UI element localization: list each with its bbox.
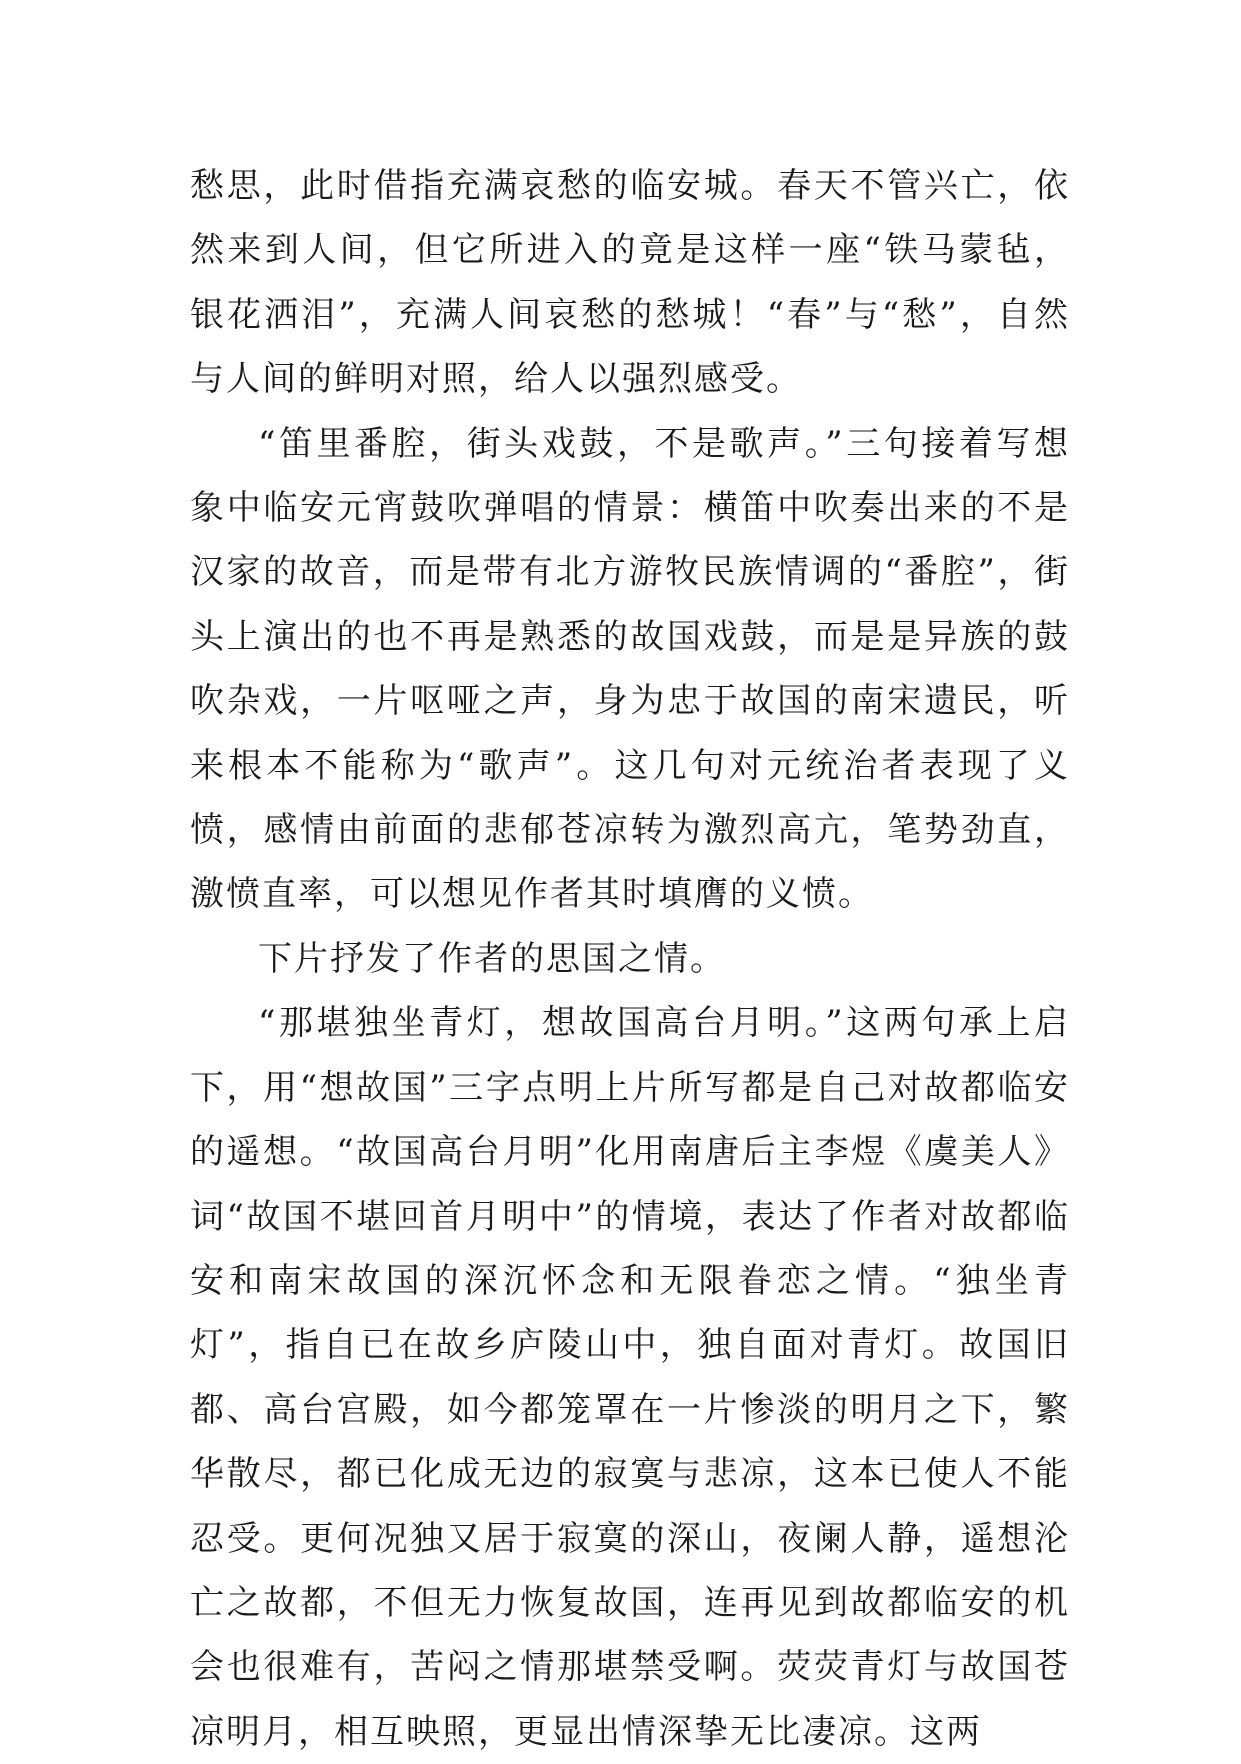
paragraph-3: 下片抒发了作者的思国之情。 bbox=[258, 938, 726, 979]
paragraph-4: “那堪独坐青灯，想故国高台月明。”这两句承上启下，用“想故国”三字点明上片所写都是自己对故都临安的遥想。“故国高台月明”化用南唐后主李煜《虞美人》词“故国不堪回首月明中”的情境，表达了作者对故都临安和南宋故国的深沉怀念和无限眷恋之情。“独坐青灯”，指自已在故乡庐陵山中，独自面对青灯。故国旧都、高台宫殿，如今都笼罩在一片惨淡的明月之下，繁华散尽，都已化成无边的寂寞与悲凉，这本已使人不能忍受。更何况独又居于寂寞的深山，夜阑人静，遥想沦亡之故都，不但无力恢复故国，连再见到故都临安的机会也很难有，苦闷之情那堪禁受啊。荧荧青灯与故国苍凉明月，相互映照，更显出情深挚无比凄凉。这两 bbox=[190, 1003, 1070, 1752]
paragraph-2: “笛里番腔，街头戏鼓，不是歌声。”三句接着写想象中临安元宵鼓吹弹唱的情景：横笛中吹奏出来的不是汉家的故音，而是带有北方游牧民族情调的“番腔”，街头上演出的也不再是熟悉的故国戏鼓，而是是异族的鼓吹杂戏，一片呕哑之声，身为忠于故国的南宋遗民，听来根本不能称为“歌声”。这几句对元统治者表现了义愤，感情由前面的悲郁苍凉转为激烈高亢，笔势劲直，激愤直率，可以想见作者其时填膺的义愤。 bbox=[190, 423, 1070, 915]
paragraph-1: 愁思，此时借指充满哀愁的临安城。春天不管兴亡，依然来到人间，但它所进入的竟是这样一座“铁马蒙毡，银花洒泪”，充满人间哀愁的愁城！“春”与“愁”，自然与人间的鲜明对照，给人以强烈感受。 bbox=[190, 166, 1070, 400]
body-text bbox=[190, 154, 1070, 1764]
